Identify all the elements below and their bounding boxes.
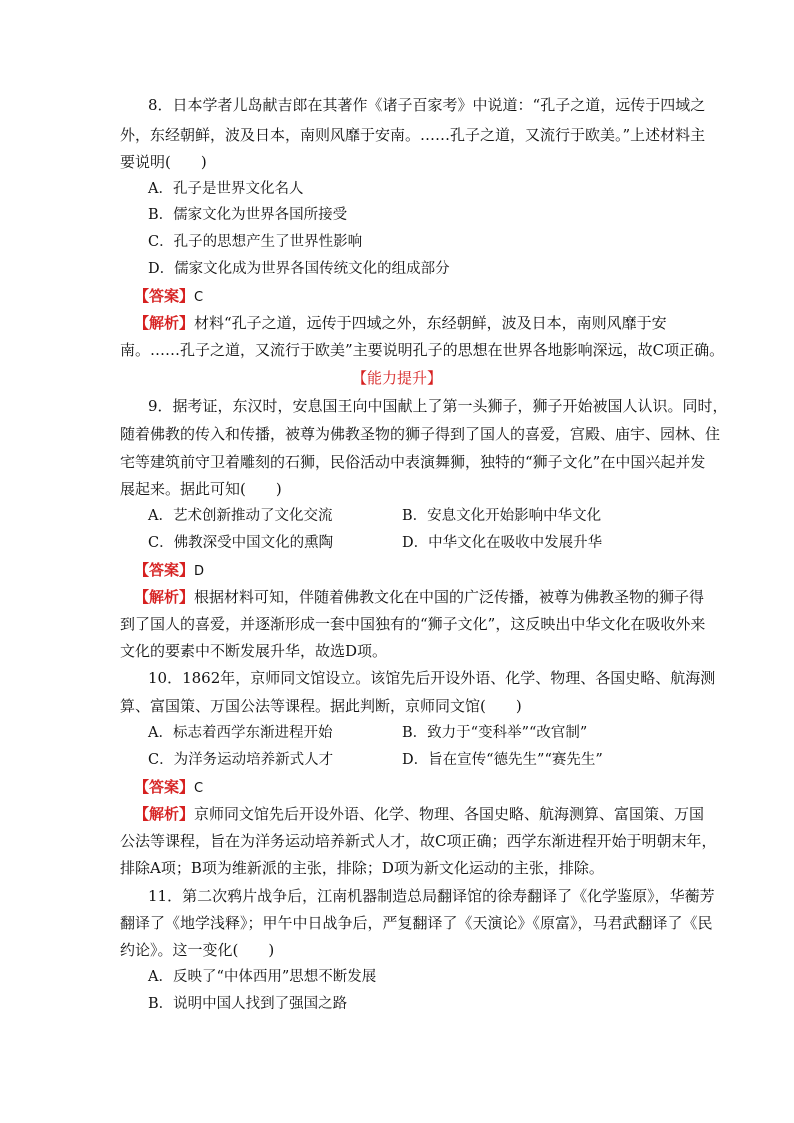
q10-analysis-line-3: 排除A项；B项为维新派的主张，排除；D项为新文化运动的主张，排除。 bbox=[120, 859, 604, 877]
answer-value: D bbox=[194, 564, 205, 579]
q10-stem-line-2: 算、富国策、万国公法等课程。据此判断，京师同文馆( ) bbox=[120, 697, 522, 715]
q9-analysis-line-2: 到了国人的喜爱，并逐渐形成一套中国独有的“狮子文化”，这反映出中华文化在吸收外来 bbox=[120, 615, 706, 633]
q10-answer bbox=[134, 777, 694, 799]
answer-value: C bbox=[194, 781, 204, 796]
analysis-tag: 【解析】 bbox=[134, 805, 195, 823]
q8-stem-line-2: 外，东经朝鲜，波及日本，南则风靡于安南。……孔子之道，又流行于欧美。”上述材料主 bbox=[120, 126, 706, 144]
q10-analysis-line-1 bbox=[134, 804, 705, 824]
q11-option-b: B．说明中国人找到了强国之路 bbox=[148, 996, 348, 1012]
answer-tag: 【答案】 bbox=[134, 287, 195, 305]
answer-tag: 【答案】 bbox=[134, 561, 195, 579]
q9-option-d: D．中华文化在吸收中发展升华 bbox=[402, 535, 603, 551]
q8-stem-line-3: 要说明( ) bbox=[120, 153, 207, 171]
q8-analysis-line-2: 南。……孔子之道，又流行于欧美”主要说明孔子的思想在世界各地影响深远，故C项正确。 bbox=[120, 341, 725, 359]
q11-stem-line-3: 约论》。这一变化( ) bbox=[120, 941, 275, 959]
analysis-tag: 【解析】 bbox=[134, 314, 195, 332]
q11-stem-line-2: 翻译了《地学浅释》；甲午中日战争后，严复翻译了《天演论》《原富》，马君武翻译了《民 bbox=[120, 914, 713, 932]
q9-stem-line-4: 展起来。据此可知( ) bbox=[120, 480, 282, 498]
q9-option-a: A．艺术创新推动了文化交流 bbox=[148, 508, 333, 524]
analysis-text: 材料“孔子之道，远传于四域之外，东经朝鲜，波及日本，南则风靡于安 bbox=[194, 314, 667, 332]
q8-answer bbox=[134, 286, 694, 308]
q11-option-a: A．反映了“中体西用”思想不断发展 bbox=[148, 969, 377, 985]
q8-option-b: B．儒家文化为世界各国所接受 bbox=[148, 207, 348, 223]
q8-option-d: D．儒家文化成为世界各国传统文化的组成部分 bbox=[148, 261, 450, 277]
section-title: 【能力提升】 bbox=[351, 369, 442, 387]
q9-answer bbox=[134, 560, 694, 582]
q11-stem-line-1: 11．第二次鸦片战争后，江南机器制造总局翻译馆的徐寿翻译了《化学鉴原》，华蘅芳 bbox=[148, 887, 715, 905]
q8-analysis-line-1 bbox=[134, 313, 694, 333]
q10-option-c: C．为洋务运动培养新式人才 bbox=[148, 752, 334, 768]
q8-option-a: A．孔子是世界文化名人 bbox=[148, 181, 304, 197]
q10-stem-line-1: 10．1862年，京师同文馆设立。该馆先后开设外语、化学、物理、各国史略、航海测 bbox=[148, 669, 716, 687]
q10-option-d: D．旨在宣传“德先生”“赛先生” bbox=[402, 752, 603, 768]
analysis-text: 根据材料可知，伴随着佛教文化在中国的广泛传播，被尊为佛教圣物的狮子得 bbox=[194, 588, 705, 606]
answer-tag: 【答案】 bbox=[134, 778, 195, 796]
q9-stem-line-2: 随着佛教的传入和传播，被尊为佛教圣物的狮子得到了国人的喜爱，宫殿、庙宇、园林、住 bbox=[120, 425, 721, 443]
q10-option-a: A．标志着西学东渐进程开始 bbox=[148, 725, 333, 741]
q10-analysis-line-2: 公法等课程，旨在为洋务运动培养新式人才，故C项正确；西学东渐进程开始于明朝末年， bbox=[120, 832, 717, 850]
analysis-text: 京师同文馆先后开设外语、化学、物理、各国史略、航海测算、富国策、万国 bbox=[194, 805, 705, 823]
analysis-tag: 【解析】 bbox=[134, 588, 195, 606]
q8-option-c: C．孔子的思想产生了世界性影响 bbox=[148, 234, 363, 250]
q9-option-c: C．佛教深受中国文化的熏陶 bbox=[148, 535, 334, 551]
q10-option-b: B．致力于“变科举”“改官制” bbox=[402, 725, 588, 741]
q8-stem-line-1: 8．日本学者儿岛献吉郎在其著作《诸子百家考》中说道：“孔子之道，远传于四域之 bbox=[148, 96, 706, 114]
q9-analysis-line-1 bbox=[134, 587, 705, 607]
q9-stem-line-3: 宅等建筑前守卫着雕刻的石狮，民俗活动中表演舞狮，独特的“狮子文化”在中国兴起并发 bbox=[120, 453, 706, 471]
q9-option-b: B．安息文化开始影响中华文化 bbox=[402, 508, 602, 524]
q9-analysis-line-3: 文化的要素中不断发展升华，故选D项。 bbox=[120, 642, 388, 660]
answer-value: C bbox=[194, 290, 204, 305]
q9-stem-line-1: 9．据考证，东汉时，安息国王向中国献上了第一头狮子，狮子开始被国人认识。同时， bbox=[148, 397, 728, 415]
